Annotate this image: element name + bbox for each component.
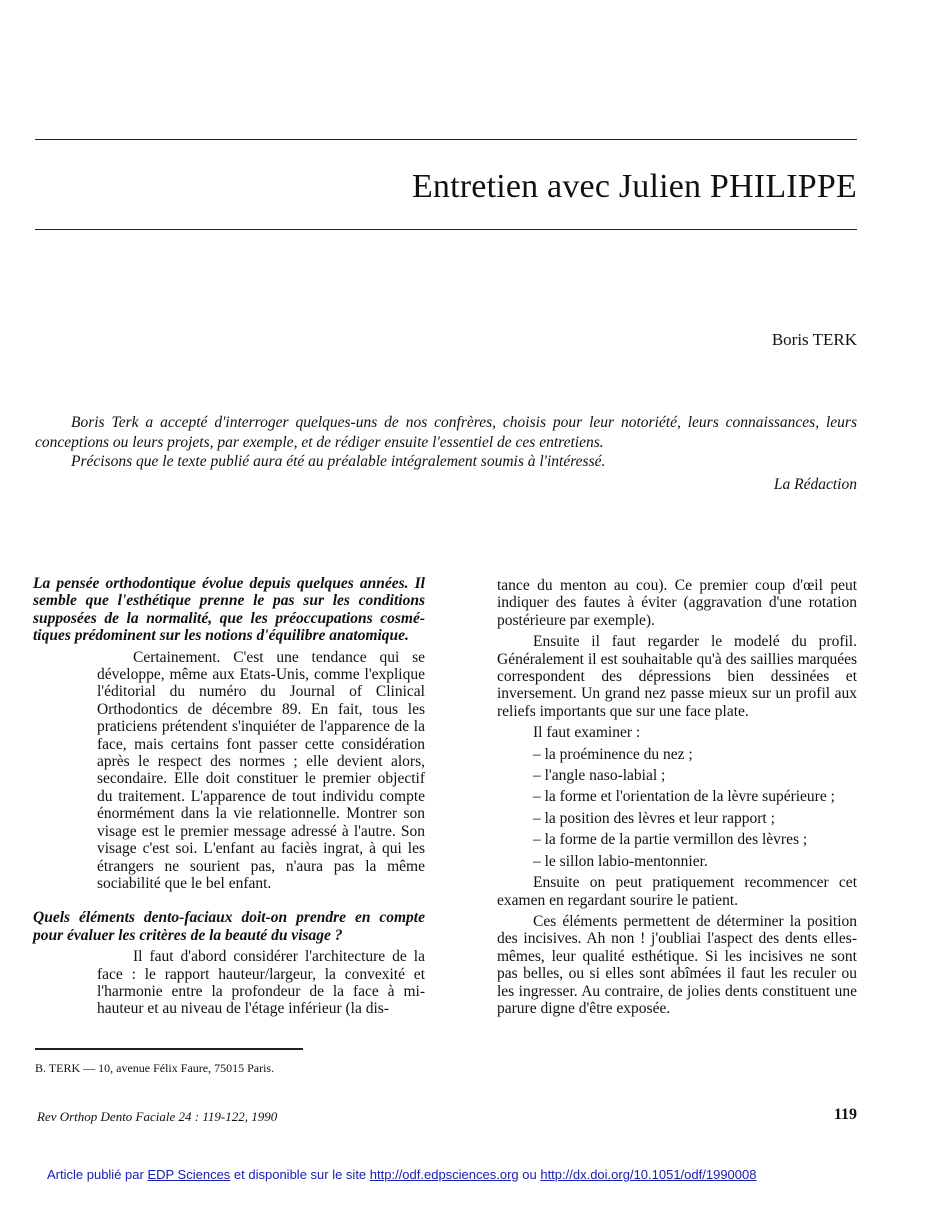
intro-signature: La Rédaction (773, 475, 857, 493)
article-title: Entretien avec Julien PHILIPPE (411, 168, 857, 205)
title-rule (35, 229, 857, 230)
top-rule (35, 139, 857, 140)
footer-text: ou (518, 1167, 541, 1182)
list-item: – la forme de la partie vermillon des lèvres ; (533, 831, 808, 849)
list-item: – la forme et l'orientation de la lèvre supérieure ; (533, 788, 835, 806)
doi-link[interactable]: http://dx.doi.org/10.1051/odf/1990008 (540, 1167, 757, 1182)
list-intro: Il faut examiner : (533, 724, 641, 742)
footer-text: et disponible sur le site (230, 1167, 370, 1182)
interview-answer: Certainement. C'est une tendance qui se développe, même aux Etats-Unis, comme l'explique l'éditorial du numéro du Journal of Clinical Orthodontics de décembre 89. En fait, tous les praticiens prétendent s'inquiéter de l'apparence de la face, mais certains font passer cette considération après le respect des normes ; elle devient alors, secondaire. Elle doit constituer le premier objectif du traitement. L'apparence de tout individu compte énormément dans la vie relationnelle. Montrer son visage est le premier message adressé à l'autre. Son visage c'est soi. L'enfant au faciès ingrat, à qui les étrangers ne sourient pas, n'aura pas la même sociabilité que le bel enfant. (97, 648, 425, 892)
footnote: B. TERK — 10, avenue Félix Faure, 75015 Paris. (35, 1061, 275, 1075)
intro-paragraph: Précisons que le texte publié aura été au préalable intégralement soumis à l'intéressé. (71, 453, 606, 470)
interview-question: Quels éléments dento-faciaux doit-on prendre en compte pour évaluer les critères de la beauté du visage ? (33, 909, 425, 944)
left-column (33, 575, 425, 1018)
page-number: 119 (833, 1106, 857, 1123)
site-link[interactable]: http://odf.edpsciences.org (369, 1167, 519, 1182)
answer-continuation: tance du menton au cou). Ce premier coup d'œil peut indiquer des fautes à éviter (aggravation d'une rotation postérieure par exemple). (497, 577, 857, 629)
right-column (497, 577, 857, 1017)
footer-text: Article publié par (47, 1167, 148, 1182)
author-name: Boris TERK (771, 330, 857, 349)
publisher-footer (47, 1167, 756, 1182)
body-paragraph: Ensuite on peut pratiquement recommencer cet examen en regardant sourire le patient. (497, 874, 857, 909)
body-paragraph: Ensuite il faut regarder le modelé du profil. Généralement il est souhaitable qu'à des saillies marquées correspondent des dépressions bien dessinées et inversement. Un grand nez passe mieux sur un profil aux reliefs importants que sur une face plate. (497, 633, 857, 720)
footnote-rule (35, 1048, 303, 1050)
list-item: – l'angle naso-labial ; (533, 767, 666, 785)
interview-answer: Il faut d'abord considérer l'architecture de la face : le rapport hauteur/largeur, la convexité et l'harmonie entre la profondeur de la face à mi-hauteur et au niveau de l'étage inférieur (la dis- (97, 948, 425, 1018)
body-paragraph: Ces éléments permettent de déterminer la position des incisives. Ah non ! j'oubliai l'aspect des dents elles-mêmes, leur qualité esthétique. Si les incisives ne sont pas belles, ou si elles sont abîmées il faut les reculer ou les ingresser. Au contraire, de jolies dents constituent une parure digne d'être exposée. (497, 912, 857, 1017)
editorial-intro (35, 413, 857, 494)
interview-question: La pensée orthodontique évolue depuis quelques années. Il semble que l'esthétique prenne le pas sur les conditions supposées de la normalité, que les préoccupations cosmétiques prédominent sur les notions d'équilibre anatomique. (33, 575, 425, 645)
journal-citation: Rev Orthop Dento Faciale 24 : 119-122, 1990 (37, 1109, 278, 1124)
publisher-link[interactable]: EDP Sciences (147, 1167, 231, 1182)
list-item: – le sillon labio-mentonnier. (533, 852, 708, 870)
list-item: – la position des lèvres et leur rapport ; (533, 809, 775, 827)
intro-paragraph: Boris Terk a accepté d'interroger quelques-uns de nos confrères, choisis pour leur notoriété, leurs connaissances, leurs conceptions ou leurs projets, par exemple, et de rédiger ensuite l'essentiel de ces entretiens. (35, 414, 857, 451)
list-item: – la proéminence du nez ; (533, 745, 693, 763)
